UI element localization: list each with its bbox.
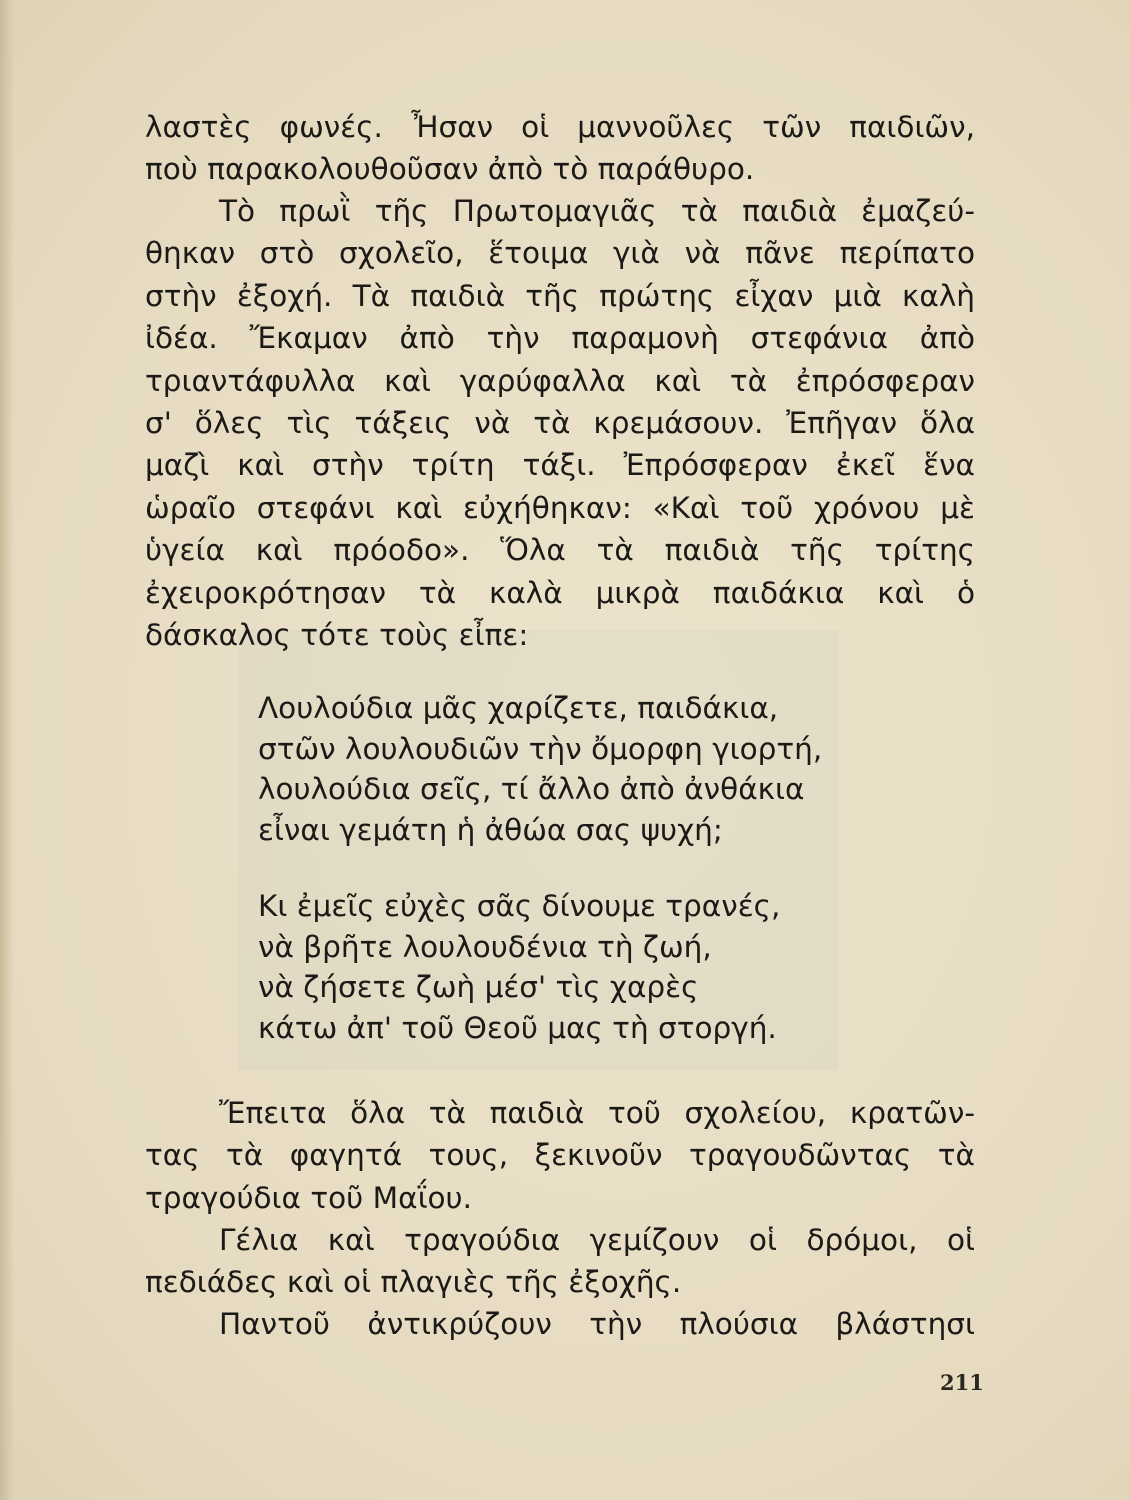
text-line: Γέλια καὶ τραγούδια γεμίζουν οἱ δρόμοι, οἱ xyxy=(219,1223,975,1257)
verse-line: κάτω ἀπ' τοῦ Θεοῦ μας τὴ στοργή. xyxy=(258,1010,777,1045)
text-line: τριαντάφυλλα καὶ γαρύφαλλα καὶ τὰ ἐπρόσφεραν xyxy=(145,363,975,398)
verse-line: Λουλούδια μᾶς χαρίζετε, παιδάκια, xyxy=(258,691,779,725)
text-line: ὑγεία καὶ πρόοδο». Ὅλα τὰ παιδιὰ τῆς τρίτης xyxy=(145,533,975,568)
verse-line: στῶν λουλουδιῶν τὴν ὄμορφη γιορτή, xyxy=(258,731,823,766)
verse-line: νὰ ζήσετε ζωὴ μέσ' τὶς χαρὲς xyxy=(258,970,699,1004)
text-line: ποὺ παρακολουθοῦσαν ἀπὸ τὸ παράθυρο. xyxy=(145,152,755,187)
page-binding-edge xyxy=(0,0,14,1500)
paragraph-3 xyxy=(145,1092,975,1219)
text-line: στὴν ἐξοχή. Τὰ παιδιὰ τῆς πρώτης εἶχαν μιὰ καλὴ xyxy=(145,278,975,313)
text-line: σ' ὅλες τὶς τάξεις νὰ τὰ κρεμάσουν. Ἐπῆγαν ὅλα xyxy=(145,405,975,440)
text-line: Τὸ πρωῒ τῆς Πρωτομαγιᾶς τὰ παιδιὰ ἐμαζεύ- xyxy=(219,194,975,228)
text-line: τραγούδια τοῦ Μαΐου. xyxy=(145,1180,472,1215)
verse-line: εἶναι γεμάτη ἡ ἀθώα σας ψυχή; xyxy=(258,812,723,847)
verse-line: λουλούδια σεῖς, τί ἄλλο ἀπὸ ἀνθάκια xyxy=(258,772,805,806)
poem-stanza-1 xyxy=(258,688,878,850)
page-number: 211 xyxy=(940,1370,984,1395)
text-line: ἰδέα. Ἔκαμαν ἀπὸ τὴν παραμονὴ στεφάνια ἀπὸ xyxy=(145,321,975,356)
text-line: Παντοῦ ἀντικρύζουν τὴν πλούσια βλάστησι xyxy=(219,1307,975,1341)
paragraph-1 xyxy=(145,106,975,191)
paragraph-2 xyxy=(145,190,975,656)
text-line: Ἔπειτα ὅλα τὰ παιδιὰ τοῦ σχολείου, κρατῶν- xyxy=(219,1096,975,1130)
poem-stanza-2 xyxy=(258,886,878,1048)
verse-line: νὰ βρῆτε λουλουδένια τὴ ζωή, xyxy=(258,929,712,964)
verse-line: Κι ἐμεῖς εὐχὲς σᾶς δίνουμε τρανές, xyxy=(258,889,781,923)
text-line: πεδιάδες καὶ οἱ πλαγιὲς τῆς ἐξοχῆς. xyxy=(145,1265,682,1300)
paragraph-4 xyxy=(145,1219,975,1304)
text-line: δάσκαλος τότε τοὺς εἶπε: xyxy=(145,617,529,652)
text-line: μαζὶ καὶ στὴν τρίτη τάξι. Ἐπρόσφεραν ἐκεῖ ἕνα xyxy=(145,448,975,483)
text-line: λαστὲς φωνές. Ἦσαν οἱ μαννοῦλες τῶν παιδιῶν, xyxy=(145,110,975,144)
text-line: θηκαν στὸ σχολεῖο, ἕτοιμα γιὰ νὰ πᾶνε περίπατο xyxy=(145,236,975,271)
text-line: τας τὰ φαγητά τους, ξεκινοῦν τραγουδῶντας τὰ xyxy=(145,1138,975,1173)
paragraph-5 xyxy=(145,1303,975,1345)
text-line: ὡραῖο στεφάνι καὶ εὐχήθηκαν: «Καὶ τοῦ χρόνου μὲ xyxy=(145,490,975,525)
text-line: ἐχειροκρότησαν τὰ καλὰ μικρὰ παιδάκια καὶ ὁ xyxy=(145,575,975,610)
